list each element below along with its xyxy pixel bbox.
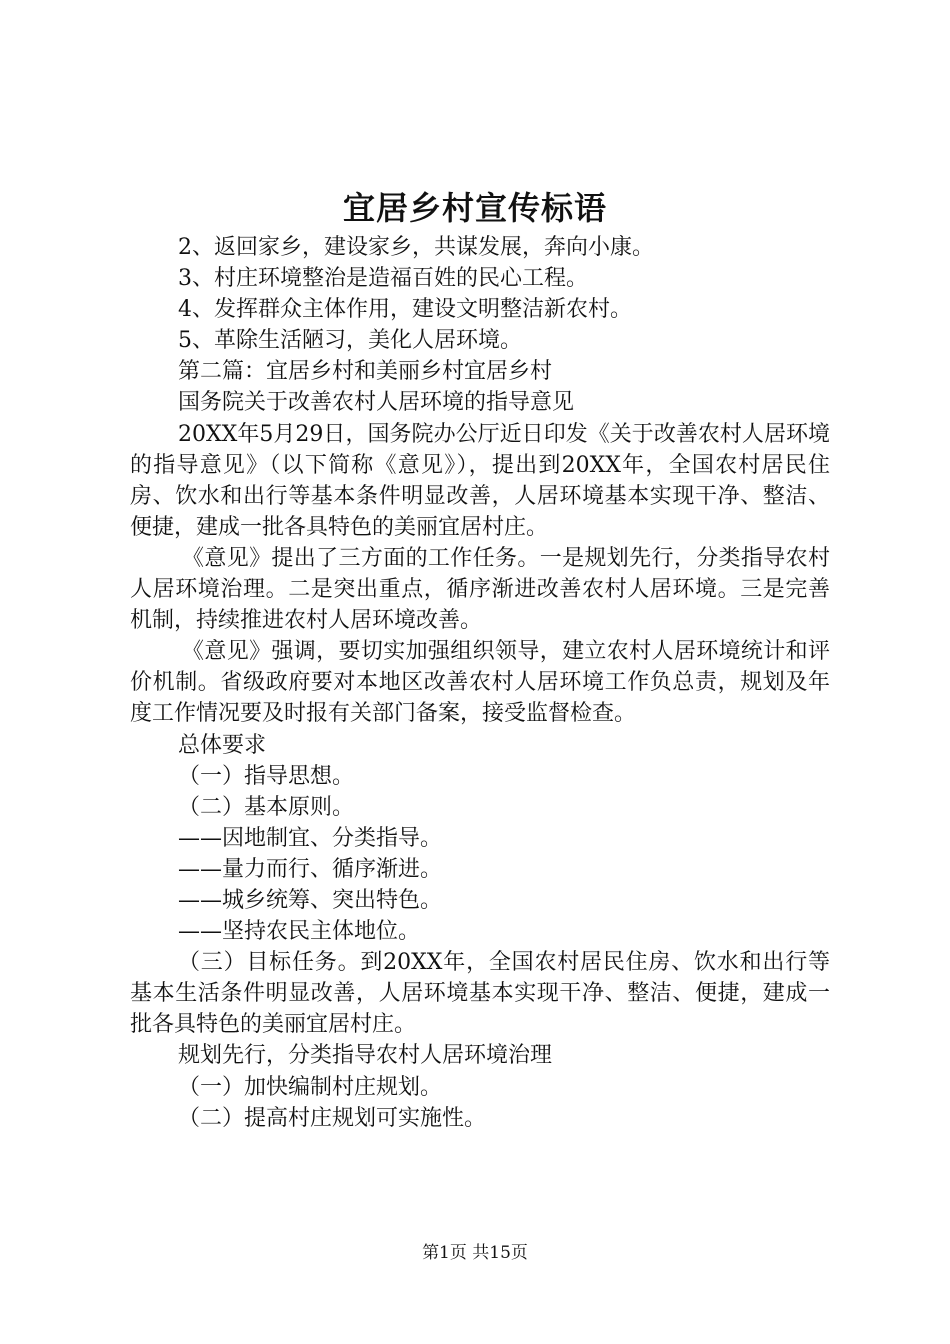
list-item-basic-principles: （二）基本原则。 (178, 794, 355, 820)
paragraph-announcement: 20XX年5月29日，国务院办公厅近日印发《关于改善农村人居环境的指导意见》（以下简称《意见》），提出到20XX年，全国农村居民住房、饮水和出行等基本条件明显改善，人居环境基本实现干净、整洁、便捷，建成一批各具特色的美丽宜居村庄。 (130, 421, 830, 540)
paragraph-slogan-2: 2、返回家乡，建设家乡，共谋发展，奔向小康。 (178, 235, 654, 260)
document-title: 宜居乡村宣传标语 (342, 189, 607, 227)
list-item-planning-feasibility: （二）提高村庄规划可实施性。 (178, 1105, 487, 1131)
list-item-principle-2: ——量力而行、循序渐进。 (178, 856, 443, 882)
section-heading-part-two: 第二篇：宜居乡村和美丽乡村宜居乡村 (178, 359, 553, 385)
paragraph-slogan-5: 5、革除生活陋习，美化人居环境。 (178, 328, 522, 354)
paragraph-slogan-4: 4、发挥群众主体作用，建设文明整洁新农村。 (178, 297, 632, 323)
paragraph-target-tasks: （三）目标任务。到20XX年，全国农村居民住房、饮水和出行等基本生活条件明显改善，人居环境基本实现干净、整洁、便捷，建成一批各具特色的美丽宜居村庄。 (130, 950, 830, 1038)
list-item-principle-4: ——坚持农民主体地位。 (178, 919, 421, 945)
paragraph-work-tasks: 《意见》提出了三方面的工作任务。一是规划先行，分类指导农村人居环境治理。二是突出重点，循序渐进改善农村人居环境。三是完善机制，持续推进农村人居环境改善。 (130, 545, 830, 634)
list-item-village-planning: （一）加快编制村庄规划。 (178, 1074, 443, 1100)
list-item-guiding-thought: （一）指导思想。 (178, 763, 355, 789)
list-item-principle-1: ——因地制宜、分类指导。 (178, 825, 443, 851)
section-heading-planning-first: 规划先行，分类指导农村人居环境治理 (178, 1043, 553, 1069)
paragraph-emphasis: 《意见》强调，要切实加强组织领导，建立农村人居环境统计和评价机制。省级政府要对本地区改善农村人居环境工作负总责，规划及年度工作情况要及时报有关部门备案，接受监督检查。 (130, 639, 830, 727)
list-item-principle-3: ——城乡统筹、突出特色。 (178, 887, 443, 913)
page-number-footer: 第1页 共15页 (422, 1243, 528, 1263)
document-body (130, 232, 830, 1134)
section-heading-overall-requirements: 总体要求 (178, 732, 267, 758)
paragraph-slogan-3: 3、村庄环境整治是造福百姓的民心工程。 (178, 266, 588, 292)
section-heading-guideline: 国务院关于改善农村人居环境的指导意见 (178, 390, 575, 416)
